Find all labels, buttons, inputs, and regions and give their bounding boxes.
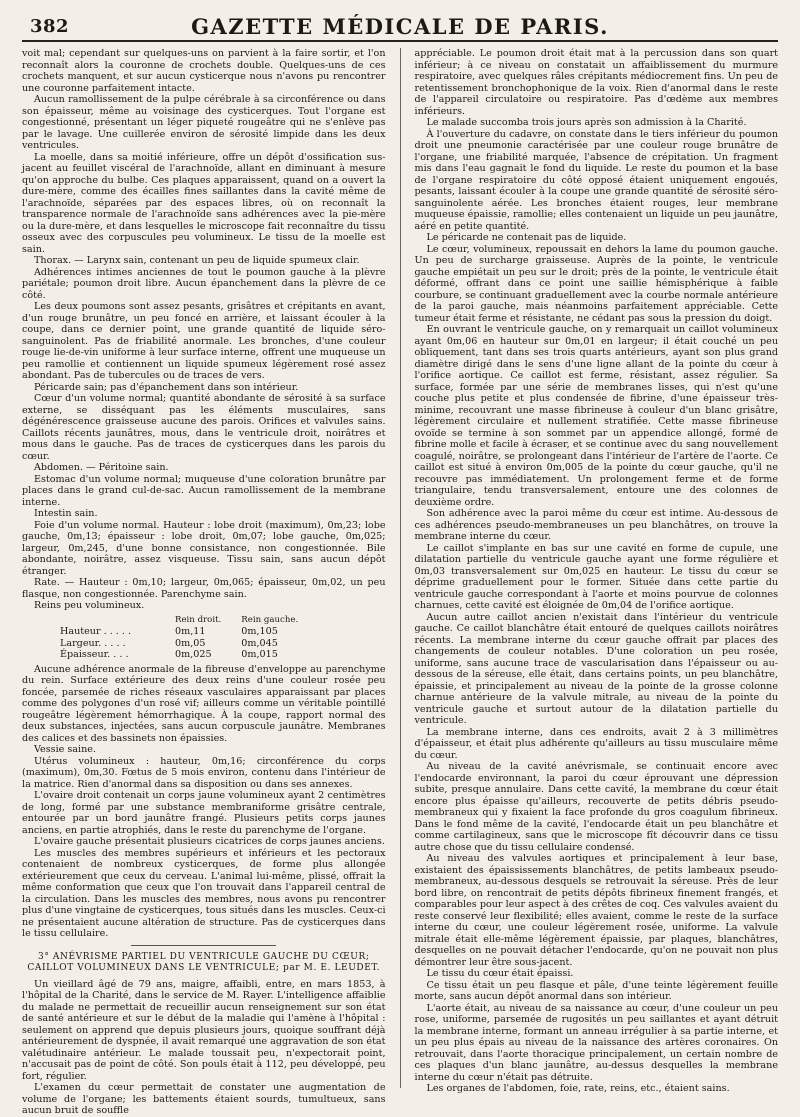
paragraph: Son adhérence avec la paroi même du cœur est intime. Au-dessous de ces adhérences pseudo-membraneuses un peu blanchâtres, on trouve la membrane interne du cœur.: [414, 508, 779, 542]
paragraph: Le cœur, volumineux, repoussait en dehors la lame du poumon gauche. Un peu de surcharge graisseuse. Auprès de la pointe, le ventricule gauche empiétait un peu sur le droit; près de la pointe, le ventricule était déformé, offrant dans ce point une saillie hémisphérique à faible courbure, se continuant graduellement avec la courbe normale antérieure de la paroi gauche, mais néanmoins parfaitement appréciable. Cette tumeur était ferme et résistante, ne cédant pas sous la pression du doigt.: [414, 243, 779, 324]
paragraph: Adhérences intimes anciennes de tout le poumon gauche à la plèvre pariétale; poumon droit libre. Aucun épanchement dans la plèvre de ce côté.: [22, 266, 386, 301]
paragraph: Vessie saine.: [34, 744, 96, 755]
paragraph: Ce tissu était un peu flasque et pâle, d'une teinte légèrement feuille morte, sans aucun dépôt anormal dans son intérieur.: [414, 979, 779, 1002]
table-header: Rein droit.: [175, 614, 222, 625]
columns: [22, 48, 779, 1116]
table-header: Rein gauche.: [241, 614, 299, 625]
paragraph: Péricarde sain; pas d'épanchement dans son intérieur.: [34, 381, 299, 393]
paragraph: Rate. — Hauteur : 0m,10; largeur, 0m,065; épaisseur, 0m,02, un peu flasque, non congestionnée. Parenchyme sain.: [22, 577, 386, 600]
section-heading: 3° ANÉVRISME PARTIEL DU VENTRICULE GAUCHE DU CŒUR; CAILLOT VOLUMINEUX DANS LE VENTRICULE; par M. E. LEUDET.: [27, 951, 381, 973]
paragraph: Les muscles des membres supérieurs et inférieurs et les pectoraux contenaient de nombreux cysticerques, de forme plus allongée extérieurement que ceux du cerveau. L'animal lui-même, plissé, offrait la même conformation que ceux que l'on trouvait dans l'appareil central de la circulation. Dans les muscles des membres, nous avons pu rencontrer plus d'une vingtaine de cysticerques, tous situés dans les muscles. Ceux-ci ne présentaient aucune altération de structure. Pas de cysticerques dans le tissu cellulaire.: [22, 847, 386, 939]
paragraph: L'ovaire gauche présentait plusieurs cicatrices de corps jaunes anciens.: [34, 836, 385, 847]
paragraph: La membrane interne, dans ces endroits, avait 2 à 3 millimètres d'épaisseur, et était plus adhérente qu'ailleurs au tissu musculaire même du cœur.: [414, 726, 779, 761]
paragraph: Les organes de l'abdomen, foie, rate, reins, etc., étaient sains.: [426, 1083, 730, 1094]
table-row: Hauteur . . . . . 0m,11 0m,105: [60, 626, 278, 637]
paragraph: Au niveau des valvules aortiques et principalement à leur base, existaient des épaississements blanchâtres, de petits lambeaux pseudo-membraneux, au-dessous desquels se retrouvait la séreuse. Près de leur bord libre, on rencontrait de petits dépôts fibrineux finement frangés, et comparables pour leur aspect à des crêtes de coq. Ces valvules avaient du reste conservé leur flexibilité; elles avaient, comme le reste de la surface interne du cœur, une couleur légèrement rosée, uniforme. La valvule mitrale était elle-même légèrement épaissie, par plaques, blanchâtres, desquelles on ne pouvait détacher l'endocarde, qu'on ne pouvait non plus démontrer leur être sous-jacent.: [414, 853, 779, 968]
paragraph: Un vieillard âgé de 79 ans, maigre, affaibli, entre, en mars 1853, à l'hôpital de la Charité, dans le service de M. Rayer. L'intelligence affaiblie du malade ne permettait de recueillir aucun renseignement sur son état de santé antérieure et sur le début de la maladie qui l'amène à l'hôpital : seulement on apprend que depuis plusieurs jours, quoique souffrant déjà antérieurement de dyspnée, il avait remarqué une aggravation de son état valétudinaire antérieur. Le malade toussait peu, n'expectorait point, n'accusait pas de point de côté. Son pouls était à 112, peu développé, peu fort, régulier.: [22, 978, 386, 1082]
right-column: [414, 48, 779, 1094]
paragraph: En ouvrant le ventricule gauche, on y remarquait un caillot volumineux ayant 0m,06 en hauteur sur 0m,01 en largeur; il était couché un peu obliquement, tant dans ses trois quarts antérieurs, ayant son plus grand diamètre dirigé dans le sens d'une ligne allant de la pointe du cœur à l'orifice aortique. Ce caillot est ferme, résistant, assez régulier. Sa surface, formée par une série de membranes lisses, qui n'est qu'une couche plus petite et plus condensée de fibrine, d'une épaisseur très-minime, recouvrant une masse fibrineuse à couleur d'un blanc grisâtre, légèrement circulaire et nullement stratifiée. Cette masse fibrineuse ovoïde se termine à son sommet par un appendice allongé, formé de fibrine molle et facile à écraser, et se continue avec du sang nouvellement coagulé, noirâtre, se prolongeant dans l'intérieur de l'artère de l'aorte. Ce caillot est situé à environ 0m,005 de la pointe du cœur gauche, qu'il ne recouvre pas immédiatement. Un prolongement ferme et de forme triangulaire, tendu transversalement, entoure une des colonnes de deuxième ordre.: [414, 324, 779, 508]
paragraph: Reins peu volumineux.: [34, 600, 145, 611]
paragraph: L'aorte était, au niveau de sa naissance au cœur, d'une couleur un peu rose, uniforme, parsemée de rugosités un peu saillantes et ayant détruit la membrane interne, formant un anneau irrégulier à sa partie interne, et un peu plus épais au niveau de la naissance des artères coronaires. On retrouvait, dans l'aorte thoracique principalement, un certain nombre de ces plaques d'un blanc jaunâtre, au-dessus desquelles la membrane interne du cœur n'était pas détruite.: [414, 1002, 779, 1083]
left-column: [22, 48, 386, 1116]
column-divider: [400, 48, 401, 1088]
paragraph: Intestin sain.: [34, 508, 98, 519]
paragraph: Aucun ramollissement de la pulpe cérébrale à sa circonférence ou dans son épaisseur, même au voisinage des cysticerques. Tout l'organe est congestionné, présentant un léger piqueté rougeâtre qui ne s'enlève pas par le lavage. Une cuillerée environ de sérosité limpide dans les deux ventricules.: [22, 94, 386, 151]
paragraph: À l'ouverture du cadavre, on constate dans le tiers inférieur du poumon droit une pneumonie caractérisée par une couleur rouge brunâtre de l'organe, une friabilité marquée, l'absence de crépitation. Un fragment mis dans l'eau gagnait le fond du liquide. Le reste du poumon et la base de l'organe respiratoire du côté opposé étaient uniquement engoués, pesants, laissant écouler à la coupe une grande quantité de sérosité séro-sanguinolente aérée. Les bronches étaient rouges, leur membrane muqueuse épaissie, ramollie; elles contenaient un liquide un peu jaunâtre, aéré en petite quantité.: [414, 128, 779, 232]
paragraph: L'ovaire droit contenait un corps jaune volumineux ayant 2 centimètres de long, formé par une substance membraniforme grisâtre centrale, entourée par un bord jaunâtre frangé. Plusieurs petits corps jaunes anciens, en partie atrophiés, dans le reste du parenchyme de l'organe.: [22, 790, 386, 836]
paragraph: Au niveau de la cavité anévrismale, se continuait encore avec l'endocarde environnant, la paroi du cœur éprouvant une dépression subite, presque annulaire. Dans cette cavité, la membrane du cœur était encore plus épaisse qu'ailleurs, recouverte de petits débris pseudo-membraneux qui y fixaient la face profonde du gros coagulum fibrineux. Dans le fond même de la cavité, l'endocarde était un peu blanchâtre et comme cartilagineux, sans que le microscope fît découvrir dans ce tissu autre chose que du tissu cellulaire condensé.: [414, 761, 779, 853]
paragraph: Le caillot s'implante en bas sur une cavité en forme de cupule, une dilatation partielle du ventricule gauche ayant une forme régulière et 0m,03 transversalement sur 0m,025 en hauteur. Le tissu du cœur se déprime graduellement pour le former. Située dans cette partie du ventricule gauche correspondant à l'aorte et moins pourvue de colonnes charnues, cette cavité est éloignée de 0m,04 de l'orifice aortique.: [414, 542, 779, 611]
page-header: [22, 10, 778, 42]
paragraph: La moelle, dans sa moitié inférieure, offre un dépôt d'ossification sus-jacent au feuillet viscéral de l'arachnoïde, allant en diminuant à mesure qu'on approche du bulbe. Ces plaques apparaissent, quand on a ouvert la dure-mère, comme des écailles fines saillantes dans la cavité même de l'arachnoïde, séparées par des espaces libres, où on reconnaît la transparence normale de l'arachnoïde sans adhérences avec la pie-mère ou la dure-mère, et dans lesquelles le microscope fait reconnaître du tissu osseux avec des corpuscules peu volumineux. Le tissu de la moelle est sain.: [22, 151, 386, 255]
kidney-dimensions-table: [60, 615, 308, 661]
paragraph: Le péricarde ne contenait pas de liquide.: [426, 232, 627, 243]
paragraph: Le tissu du cœur était épaissi.: [426, 968, 574, 979]
paragraph: L'examen du cœur permettait de constater une augmentation de volume de l'organe; les battements étaient sourds, tumultueux, sans aucun bruit de souffle: [22, 1082, 386, 1116]
paragraph: appréciable. Le poumon droit était mat à la percussion dans son quart inférieur; à ce niveau on constatait un affaiblissement du murmure respiratoire, avec quelques râles crépitants médiocrement fins. Un peu de retentissement bronchophonique de la voix. Rien d'anormal dans le reste de l'appareil circulatoire ou respiratoire. Pas d'œdème aux membres inférieurs.: [414, 48, 779, 117]
paragraph: Estomac d'un volume normal; muqueuse d'une coloration brunâtre par places dans le grand cul-de-sac. Aucun ramollissement de la membrane interne.: [22, 473, 386, 508]
table-row: Largeur. . . . . 0m,05 0m,045: [60, 637, 278, 649]
journal-title: GAZETTE MÉDICALE DE PARIS.: [191, 14, 609, 39]
section-divider: [131, 945, 276, 946]
paragraph: Utérus volumineux : hauteur, 0m,16; circonférence du corps (maximum), 0m,30. Fœtus de 5 mois environ, contenu dans l'intérieur de la matrice. Rien d'anormal dans sa disposition ou dans ses annexes.: [22, 755, 386, 790]
paragraph: Abdomen. — Péritoine sain.: [34, 462, 169, 473]
paragraph: Les deux poumons sont assez pesants, grisâtres et crépitants en avant, d'un rouge brunâtre, un peu foncé en arrière, et laissant écouler à la coupe, dans ce dernier point, une grande quantité de liquide séro-sanguinolent. Pas de friabilité anormale. Les bronches, d'une couleur rouge lie-de-vin uniforme à leur surface interne, offrent une muqueuse un peu ramollie et contiennent un liquide spumeux légèrement rosé assez abondant. Pas de tubercules ou de traces de vers.: [22, 301, 386, 381]
table-row: Épaisseur. . . . 0m,025 0m,015: [60, 649, 278, 660]
paragraph: Foie d'un volume normal. Hauteur : lobe droit (maximum), 0m,23; lobe gauche, 0m,13; épaisseur : lobe droit, 0m,07; lobe gauche, 0m,025; largeur, 0m,245, d'une bonne consistance, non congestionnée. Bile abondante, noirâtre, assez visqueuse. Tissu sain, sans aucun dépôt étranger.: [22, 519, 386, 577]
paragraph: Le malade succomba trois jours après son admission à la Charité.: [426, 117, 747, 128]
paragraph: Thorax. — Larynx sain, contenant un peu de liquide spumeux clair.: [34, 255, 360, 266]
paragraph: Cœur d'un volume normal; quantité abondante de sérosité à sa surface externe, se disséquant pas les éléments musculaires, sans dégénérescence graisseuse aucune des parois. Orifices et valvules sains. Caillots récents jaunâtres, mous, dans le ventricule droit, noirâtres et mous dans le gauche. Pas de traces de cysticerques dans les parois du cœur.: [22, 393, 386, 462]
page-number: 382: [30, 16, 70, 37]
paragraph: voit mal; cependant sur quelques-uns on parvient à la faire sortir, et l'on reconnaît alors la couronne de crochets double. Quelques-uns de ces crochets manquent, et sur aucun cysticerque nous n'avons pu rencontrer une couronne parfaitement intacte.: [22, 48, 386, 94]
paragraph: Aucun autre caillot ancien n'existait dans l'intérieur du ventricule gauche. Ce caillot blanchâtre était entouré de quelques caillots noirâtres récents. La membrane interne du cœur gauche offrait par places des changements de couleur notables. D'une coloration un peu rosée, uniforme, sans aucune trace de vascularisation dans l'épaisseur ou au-dessous de la séreuse, elle était, dans certains points, un peu blanchâtre, épaissie, et principalement au niveau de la pointe de la grosse colonne charnue antérieure de la valvule mitrale, au niveau de la pointe du ventricule gauche et surtout autour de la dilatation partielle du ventricule.: [414, 611, 779, 726]
paragraph: Aucune adhérence anormale de la fibreuse d'enveloppe au parenchyme du rein. Surface extérieure des deux reins d'une couleur rosée peu foncée, parsemée de riches réseaux vasculaires apparaissant par places comme des polygones d'un rosé vif; ailleurs comme un véritable pointillé rougeâtre légèrement hémorrhagique. À la coupe, rapport normal des deux substances, injectées, sans aucun corpuscule jaunâtre. Membranes des calices et des bassinets non épaissies.: [22, 663, 386, 744]
